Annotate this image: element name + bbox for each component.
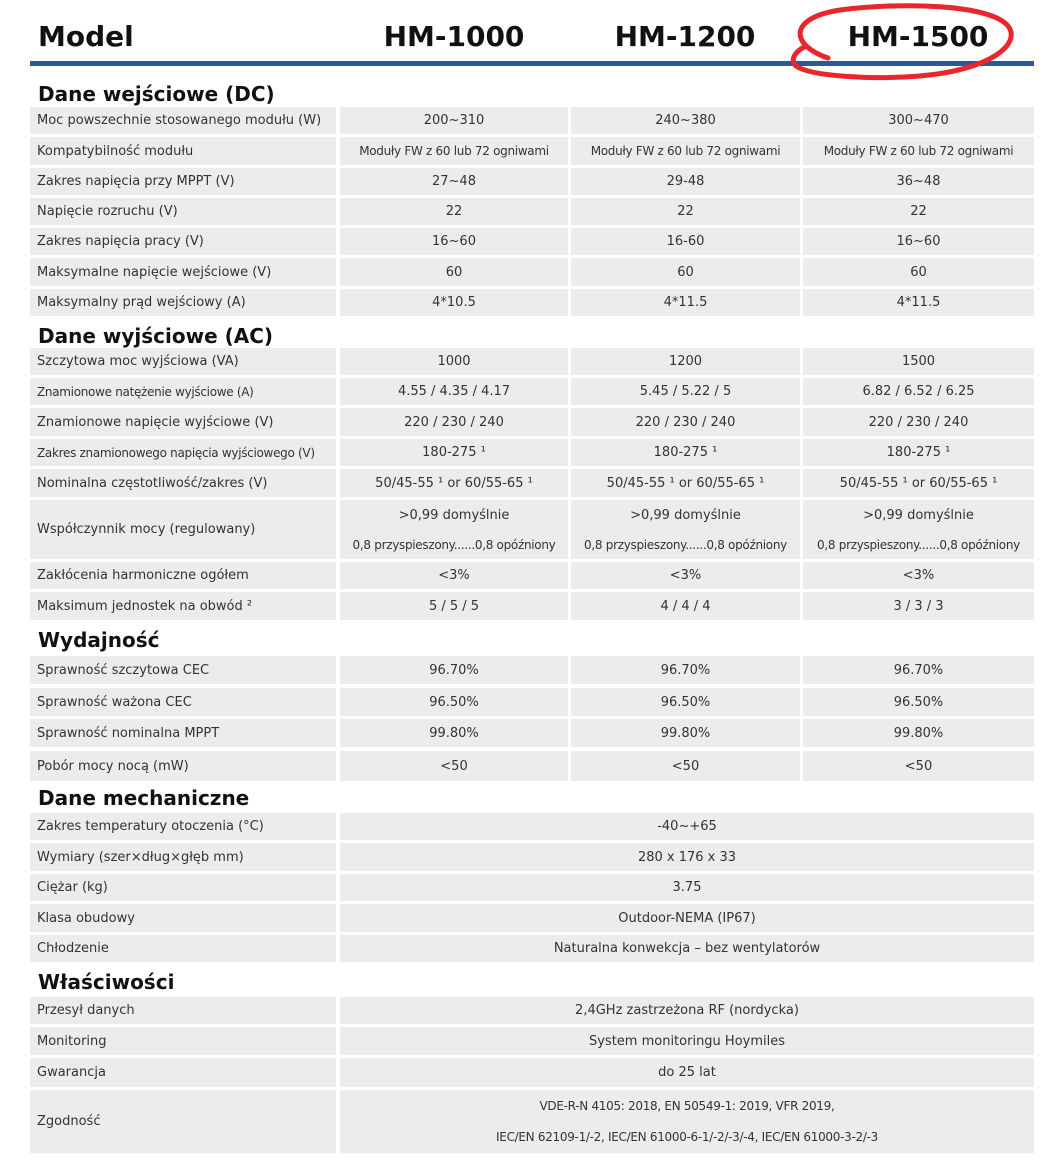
value-hm-1500: Moduły FW z 60 lub 72 ogniwami bbox=[823, 144, 1014, 158]
table-row bbox=[30, 935, 1034, 962]
value-hm-1200: <50 bbox=[571, 751, 800, 781]
row-label: Zgodność bbox=[30, 1090, 336, 1153]
table-row bbox=[30, 168, 1034, 195]
value-hm-1200 bbox=[571, 500, 800, 559]
value-hm-1500: 96.70% bbox=[803, 656, 1034, 684]
value-hm-1500: 36~48 bbox=[803, 168, 1034, 195]
table-row bbox=[30, 904, 1034, 932]
table-row bbox=[30, 107, 1034, 134]
section-title-dc: Dane wejściowe (DC) bbox=[38, 82, 275, 106]
table-row bbox=[30, 378, 1034, 405]
row-label: Maksymalny prąd wejściowy (A) bbox=[30, 289, 336, 316]
row-label: Maksimum jednostek na obwód ² bbox=[30, 592, 336, 620]
table-row bbox=[30, 874, 1034, 901]
value-hm-1200: 96.70% bbox=[571, 656, 800, 684]
value-hm-1200: Moduły FW z 60 lub 72 ogniwami bbox=[590, 144, 781, 158]
value-hm-1500: <50 bbox=[803, 751, 1034, 781]
value-hm-1500: 300~470 bbox=[803, 107, 1034, 134]
row-label: Sprawność ważona CEC bbox=[30, 688, 336, 716]
table-row bbox=[30, 469, 1034, 497]
table-row bbox=[30, 843, 1034, 871]
row-label: Pobór mocy nocą (mW) bbox=[30, 751, 336, 781]
row-label: Sprawność nominalna MPPT bbox=[30, 719, 336, 747]
value-hm-1500: 3 / 3 / 3 bbox=[803, 592, 1034, 620]
value-hm-1000: 4*10.5 bbox=[340, 289, 568, 316]
table-row bbox=[30, 751, 1034, 781]
table-row bbox=[30, 688, 1034, 716]
value-hm-1000: Moduły FW z 60 lub 72 ogniwami bbox=[359, 144, 549, 158]
value-all-models: Outdoor-NEMA (IP67) bbox=[340, 904, 1034, 932]
value-hm-1000: 1000 bbox=[340, 348, 568, 375]
row-label: Zakres temperatury otoczenia (°C) bbox=[30, 813, 336, 840]
table-row bbox=[30, 500, 1034, 559]
value-hm-1000: 180-275 ¹ bbox=[340, 439, 568, 466]
row-label: Wymiary (szer×dług×głęb mm) bbox=[30, 843, 336, 871]
value-hm-1500: 96.50% bbox=[803, 688, 1034, 716]
table-row bbox=[30, 997, 1034, 1024]
value-hm-1500: 220 / 230 / 240 bbox=[803, 408, 1034, 436]
value-hm-1000: 4.55 / 4.35 / 4.17 bbox=[340, 378, 568, 405]
value-line-1: >0,99 domyślnie bbox=[398, 507, 510, 523]
value-all-models: 280 x 176 x 33 bbox=[340, 843, 1034, 871]
section-title-ac: Dane wyjściowe (AC) bbox=[38, 324, 274, 348]
row-label: Zakres znamionowego napięcia wyjściowego (V) bbox=[37, 445, 315, 460]
value-hm-1200: 240~380 bbox=[571, 107, 800, 134]
row-label: Maksymalne napięcie wejściowe (V) bbox=[30, 258, 336, 286]
model-hm-1000: HM-1000 bbox=[383, 20, 525, 53]
section-title-mechanical: Dane mechaniczne bbox=[38, 786, 250, 810]
table-row bbox=[30, 198, 1034, 225]
row-label: Chłodzenie bbox=[30, 935, 336, 962]
table-row bbox=[30, 348, 1034, 375]
value-hm-1200: 16-60 bbox=[571, 228, 800, 255]
value-hm-1500: 4*11.5 bbox=[803, 289, 1034, 316]
value-hm-1500: 16~60 bbox=[803, 228, 1034, 255]
value-hm-1200: 60 bbox=[571, 258, 800, 286]
value-line-1: >0,99 domyślnie bbox=[630, 507, 741, 523]
value-hm-1500: 60 bbox=[803, 258, 1034, 286]
value-hm-1000: 16~60 bbox=[340, 228, 568, 255]
table-row bbox=[30, 258, 1034, 286]
value-all-models: 2,4GHz zastrzeżona RF (nordycka) bbox=[340, 997, 1034, 1024]
table-row bbox=[30, 1058, 1034, 1087]
value-line-2: 0,8 przyspieszony......0,8 opóźniony bbox=[817, 537, 1020, 552]
value-hm-1000: 50/45-55 ¹ or 60/55-65 ¹ bbox=[340, 469, 568, 497]
value-hm-1000: <50 bbox=[340, 751, 568, 781]
value-hm-1200: 180-275 ¹ bbox=[571, 439, 800, 466]
value-hm-1200: 1200 bbox=[571, 348, 800, 375]
section-title-properties: Właściwości bbox=[38, 970, 175, 994]
table-row bbox=[30, 408, 1034, 436]
value-hm-1000: 96.70% bbox=[340, 656, 568, 684]
row-label: Moc powszechnie stosowanego modułu (W) bbox=[30, 107, 336, 134]
value-hm-1200: 4 / 4 / 4 bbox=[571, 592, 800, 620]
value-hm-1000 bbox=[340, 500, 568, 559]
row-label: Gwarancja bbox=[30, 1058, 336, 1087]
value-line-1: >0,99 domyślnie bbox=[863, 507, 974, 523]
value-hm-1500: <3% bbox=[803, 562, 1034, 589]
value-all-models: Naturalna konwekcja – bez wentylatorów bbox=[340, 935, 1034, 962]
value-hm-1200: 29-48 bbox=[571, 168, 800, 195]
row-label: Współczynnik mocy (regulowany) bbox=[30, 500, 336, 559]
row-label: Napięcie rozruchu (V) bbox=[30, 198, 336, 225]
value-hm-1000: 22 bbox=[340, 198, 568, 225]
row-label: Zakres napięcia przy MPPT (V) bbox=[30, 168, 336, 195]
value-all-models: do 25 lat bbox=[340, 1058, 1034, 1087]
value-line-2: 0,8 przyspieszony......0,8 opóźniony bbox=[584, 537, 787, 552]
row-label: Sprawność szczytowa CEC bbox=[30, 656, 336, 684]
table-row bbox=[30, 228, 1034, 255]
table-row bbox=[30, 137, 1034, 165]
table-row bbox=[30, 439, 1034, 466]
row-label: Szczytowa moc wyjściowa (VA) bbox=[30, 348, 336, 375]
row-label: Zakres napięcia pracy (V) bbox=[30, 228, 336, 255]
value-hm-1500: 99.80% bbox=[803, 719, 1034, 747]
value-hm-1200: 96.50% bbox=[571, 688, 800, 716]
value-hm-1000: 220 / 230 / 240 bbox=[340, 408, 568, 436]
compliance-line-1: VDE-R-N 4105: 2018, EN 50549-1: 2019, VFR 2019, bbox=[539, 1098, 835, 1113]
value-hm-1500: 6.82 / 6.52 / 6.25 bbox=[803, 378, 1034, 405]
value-hm-1000: 27~48 bbox=[340, 168, 568, 195]
value-hm-1500: 180-275 ¹ bbox=[803, 439, 1034, 466]
row-label: Kompatybilność modułu bbox=[30, 137, 336, 165]
section-title-efficiency: Wydajność bbox=[38, 628, 160, 652]
value-all-models: 3.75 bbox=[340, 874, 1034, 901]
table-row bbox=[30, 1027, 1034, 1055]
value-hm-1200: 50/45-55 ¹ or 60/55-65 ¹ bbox=[571, 469, 800, 497]
row-label: Znamionowe natężenie wyjściowe (A) bbox=[37, 384, 254, 399]
value-hm-1200: 4*11.5 bbox=[571, 289, 800, 316]
model-heading: Model bbox=[38, 20, 134, 53]
value-hm-1500: 22 bbox=[803, 198, 1034, 225]
value-hm-1200: 99.80% bbox=[571, 719, 800, 747]
table-row bbox=[30, 562, 1034, 589]
value-hm-1000: 5 / 5 / 5 bbox=[340, 592, 568, 620]
value-hm-1200: 22 bbox=[571, 198, 800, 225]
value-hm-1500 bbox=[803, 500, 1034, 559]
value-hm-1000: 96.50% bbox=[340, 688, 568, 716]
value-all-models: System monitoringu Hoymiles bbox=[340, 1027, 1034, 1055]
value-hm-1200: 5.45 / 5.22 / 5 bbox=[571, 378, 800, 405]
row-label: Monitoring bbox=[30, 1027, 336, 1055]
value-hm-1500: 1500 bbox=[803, 348, 1034, 375]
table-row bbox=[30, 719, 1034, 747]
row-label: Znamionowe napięcie wyjściowe (V) bbox=[30, 408, 336, 436]
model-hm-1200: HM-1200 bbox=[614, 20, 756, 53]
value-hm-1200: <3% bbox=[571, 562, 800, 589]
table-row bbox=[30, 813, 1034, 840]
value-hm-1000: 99.80% bbox=[340, 719, 568, 747]
value-all-models bbox=[340, 1090, 1034, 1153]
value-all-models: -40~+65 bbox=[340, 813, 1034, 840]
row-label: Zakłócenia harmoniczne ogółem bbox=[30, 562, 336, 589]
table-row bbox=[30, 1090, 1034, 1153]
value-hm-1000: 200~310 bbox=[340, 107, 568, 134]
header-rule bbox=[30, 61, 1034, 66]
table-row bbox=[30, 592, 1034, 620]
table-row bbox=[30, 656, 1034, 684]
model-hm-1500: HM-1500 bbox=[847, 20, 989, 53]
value-line-2: 0,8 przyspieszony......0,8 opóźniony bbox=[352, 537, 556, 552]
table-row bbox=[30, 289, 1034, 316]
row-label: Ciężar (kg) bbox=[30, 874, 336, 901]
compliance-line-2: IEC/EN 62109-1/-2, IEC/EN 61000-6-1/-2/-3/-4, IEC/EN 61000-3-2/-3 bbox=[496, 1130, 878, 1145]
value-hm-1000: <3% bbox=[340, 562, 568, 589]
value-hm-1200: 220 / 230 / 240 bbox=[571, 408, 800, 436]
value-hm-1500: 50/45-55 ¹ or 60/55-65 ¹ bbox=[803, 469, 1034, 497]
table-header bbox=[0, 0, 1060, 62]
value-hm-1000: 60 bbox=[340, 258, 568, 286]
row-label: Klasa obudowy bbox=[30, 904, 336, 932]
row-label: Przesył danych bbox=[30, 997, 336, 1024]
row-label: Nominalna częstotliwość/zakres (V) bbox=[30, 469, 336, 497]
